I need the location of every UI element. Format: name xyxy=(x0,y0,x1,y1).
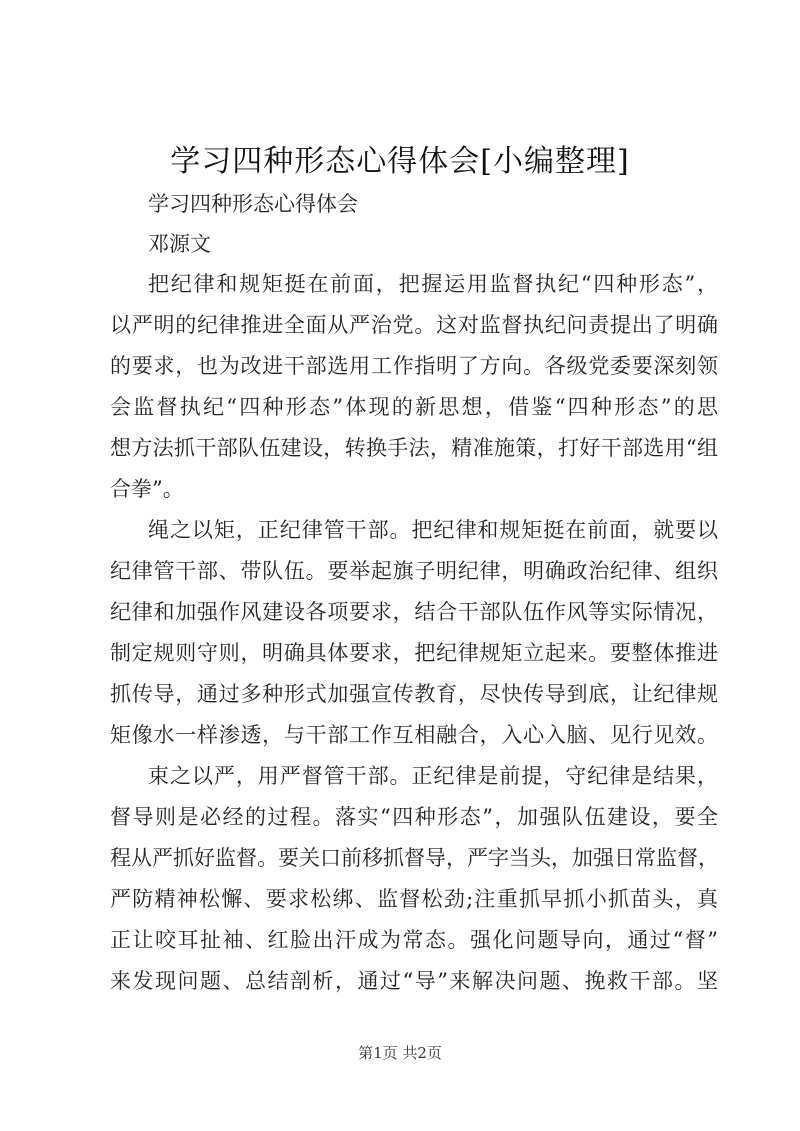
paragraph-line: 纪律和加强作风建设各项要求，结合干部队伍作风等实际情况， xyxy=(110,600,718,624)
paragraph-line: 督导则是必经的过程。落实“四种形态”，加强队伍建设，要全 xyxy=(110,805,718,829)
paragraph-line: 正让咬耳扯袖、红脸出汗成为常态。强化问题导向，通过“督” xyxy=(110,928,718,952)
document-author: 邓源文 xyxy=(148,232,211,256)
paragraph-line: 合拳”。 xyxy=(110,477,184,501)
paragraph-line: 绳之以矩，正纪律管干部。把纪律和规矩挺在前面，就要以 xyxy=(148,518,718,542)
paragraph-line: 来发现问题、总结剖析，通过“导”来解决问题、挽救干部。坚 xyxy=(110,969,718,993)
paragraph-line: 程从严抓好监督。要关口前移抓督导，严字当头，加强日常监督， xyxy=(110,846,719,870)
document-subtitle: 学习四种形态心得体会 xyxy=(148,192,358,216)
paragraph-line: 矩像水一样渗透，与干部工作互相融合，入心入脑、见行见效。 xyxy=(110,723,718,747)
page-number-footer: 第1页 共2页 xyxy=(358,1044,442,1062)
paragraph-line: 纪律管干部、带队伍。要举起旗子明纪律，明确政治纪律、组织 xyxy=(110,559,718,583)
paragraph-line: 抓传导，通过多种形式加强宣传教育，尽快传导到底，让纪律规 xyxy=(110,682,718,706)
paragraph-line: 制定规则守则，明确具体要求，把纪律规矩立起来。要整体推进 xyxy=(110,641,718,665)
paragraph-line: 的要求，也为改进干部选用工作指明了方向。各级党委要深刻领 xyxy=(110,354,718,378)
paragraph-line: 把纪律和规矩挺在前面，把握运用监督执纪“四种形态”， xyxy=(148,272,718,296)
paragraph-line: 会监督执纪“四种形态”体现的新思想，借鉴“四种形态”的思 xyxy=(110,395,718,419)
paragraph-line: 束之以严，用严督管干部。正纪律是前提，守纪律是结果， xyxy=(148,764,718,788)
paragraph-line: 想方法抓干部队伍建设，转换手法，精准施策，打好干部选用“组 xyxy=(110,436,718,460)
paragraph-line: 严防精神松懈、要求松绑、监督松劲;注重抓早抓小抓苗头，真 xyxy=(110,887,718,911)
paragraph-line: 以严明的纪律推进全面从严治党。这对监督执纪问责提出了明确 xyxy=(110,313,718,337)
document-title: 学习四种形态心得体会[小编整理] xyxy=(170,144,630,179)
